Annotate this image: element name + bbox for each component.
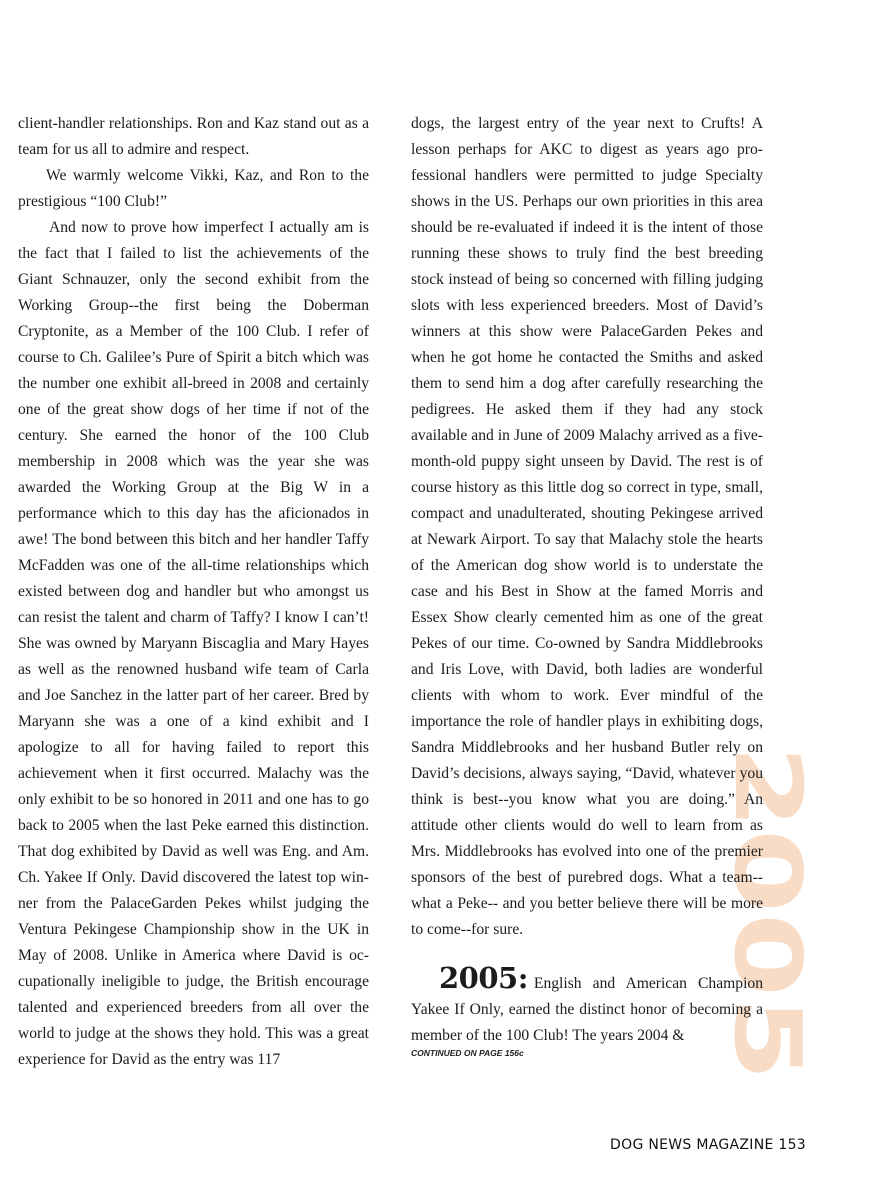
continued-note: CONTINUED ON PAGE 156c (411, 1048, 524, 1058)
right-paragraph-2-text: English and American Champion Yakee If Only, earned the distinct honor of becoming a member of the 100 Club! The years 2004 & (411, 975, 763, 1044)
right-article-column (411, 111, 763, 1049)
year-heading: 2005: (439, 961, 528, 995)
year-watermark-text: 2005 (714, 745, 821, 1002)
left-paragraph-2: We warmly welcome Vikki, Kaz, and Ron to the prestigious “100 Club!” (18, 167, 369, 210)
right-paragraph-1: dogs, the largest entry of the year next to Crufts! A lesson perhaps for AKC to digest as years ago professional handlers were permitted to judge Specialty shows in the US. Perhaps our own priorities in this area should be re-evaluated if indeed it is the intent of those running these shows to truly find the best breeding stock instead of being so concerned with filling judging slots with less experienced breeders. Most of David’s winners at this show were PalaceGarden Pekes and when he got home he contacted the Smiths and asked them to send him a dog after carefully researching the pedigrees. He asked them if they had any stock available and in June of 2009 Malachy arrived as a five-month-old puppy sight unseen by David. The rest is of course history as this little dog so correct in type, small, compact and unadulterated, shouting Pekingese arrived at Newark Airport. To say that Malachy stole the hearts of the American dog show world is to understate the case and his Best in Show at the famed Morris and Essex Show clearly cemented him as one of the great Pekes of our time. Co-owned by Sandra Middlebrooks and Iris Love, with David, both ladies are wonderful clients with whom to work. Ever mindful of the importance the role of handler plays in exhibiting dogs, Sandra Middlebrooks and her husband Butler rely on David’s decisions, always saying, “David, whatever you think is best--you know what you are doing.” An attitude other clients would do well to learn from as Mrs. Middlebrooks has evolved into one of the premier sponsors of the best of purebred dogs. What a team--what a Peke-- and you better believe there will be more to come--for sure. (411, 115, 763, 938)
left-paragraph-3: And now to prove how imperfect I actually am is the fact that I failed to list the achievements of the Giant Schnauzer, only the second exhibit from the Working Group--the first being the Doberman Cryptonite, as a Member of the 100 Club. I refer of course to Ch. Galilee’s Pure of Spirit a bitch which was the number one exhibit all-breed in 2008 and certainly one of the great show dogs of her time if not of the century. She earned the honor of the 100 Club membership in 2008 which was the year she was awarded the Working Group at the Big W in a performance which to this day has the aficionados in awe! The bond between this bitch and her handler Taffy McFadden was one of the all-time relationships which existed between dog and handler but who amongst us can resist the talent and charm of Taffy? I know I can’t! She was owned by Maryann Biscaglia and Mary Hayes as well as the renowned husband wife team of Carla and Joe Sanchez in the latter part of her career. Bred by Maryann she was a one of a kind exhibit and I apologize to all for having failed to report this achievement when it first occurred. Malachy was the only exhibit to be so honored in 2011 and one has to go back to 2005 when the last Peke earned this distinction. That dog exhibited by David as well was Eng. and Am. Ch. Yakee If Only. David discovered the latest top winner from the PalaceGarden Pekes whilst judging the Ventura Pekingese Championship show in the UK in May of 2008. Unlike in America where David is occupationally ineligible to judge, the British encourage talented and experienced breeders from all over the world to judge at the shows they hold. This was a great experience for David as the entry was 117 (18, 219, 369, 1068)
right-paragraph-2 (411, 961, 763, 1049)
left-paragraph-1: client-handler relationships. Ron and Kaz stand out as a team for us all to admire and respect. (18, 115, 369, 158)
page-footer: DOG NEWS MAGAZINE 153 (610, 1137, 806, 1153)
left-article-column (18, 111, 369, 1073)
